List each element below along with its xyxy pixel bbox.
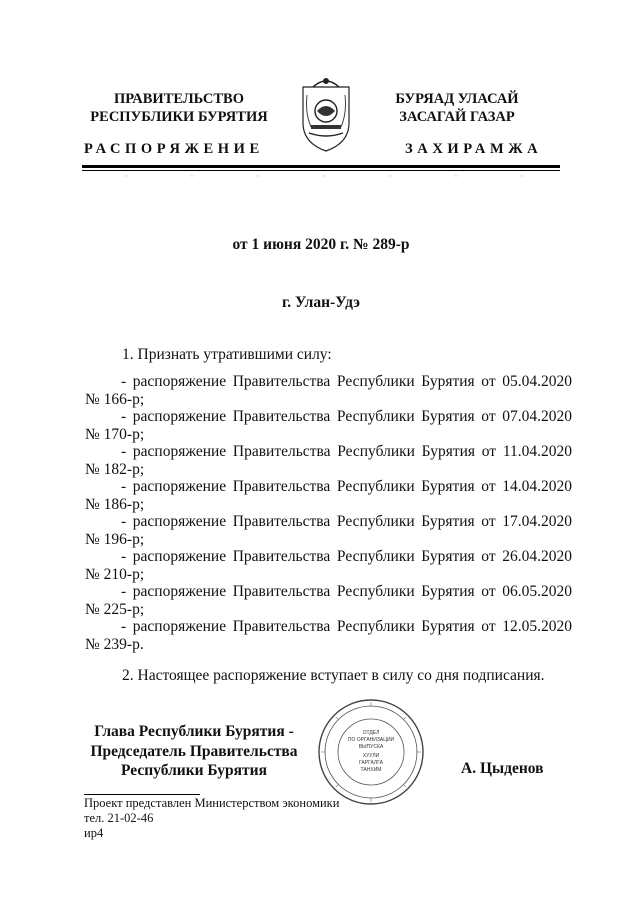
header-right-title (372, 90, 542, 126)
seal-line: ПО ОРГАНИЗАЦИИ (347, 737, 395, 743)
header-right-line-1: БУРЯАД УЛАСАЙ (395, 91, 519, 107)
signatory-title-line-3: Республики Бурятия (121, 762, 267, 779)
doc-type-right: ЗАХИРАМЖА (405, 141, 543, 157)
list-item-line-1: - распоряжение Правительства Республики Бурятия от 06.05.2020 (121, 583, 572, 600)
list-item-line-2: № 196-р; (85, 530, 145, 548)
list-item-line-2: № 166-р; (85, 390, 145, 408)
signatory-title (84, 722, 304, 781)
header-dotted-marks (82, 172, 560, 180)
list-item-line-2: № 210-р; (85, 565, 145, 583)
list-item-line-1: - распоряжение Правительства Республики Бурятия от 07.04.2020 (121, 408, 572, 425)
list-item-line-2: № 186-р; (85, 495, 145, 513)
footer-rule (84, 794, 200, 795)
official-seal (316, 697, 426, 807)
header-right-line-2: ЗАСАГАЙ ГАЗАР (399, 109, 515, 125)
list-item-line-2: № 239-р. (85, 635, 144, 653)
list-item-line-1: - распоряжение Правительства Республики Бурятия от 14.04.2020 (121, 478, 572, 495)
paragraph-2: 2. Настоящее распоряжение вступает в силу со дня подписания. (122, 667, 545, 684)
seal-line: ОТДЕЛ (362, 730, 380, 736)
list-item (85, 513, 572, 548)
list-item (85, 548, 572, 583)
list-item-line-2: № 225-р; (85, 600, 145, 618)
list-item-line-2: № 170-р; (85, 425, 145, 443)
list-item-line-1: - распоряжение Правительства Республики Бурятия от 17.04.2020 (121, 513, 572, 530)
header-rule-thin (82, 170, 560, 171)
signatory-name: А. Цыденов (461, 760, 544, 777)
signatory-title-line-2: Председатель Правительства (90, 742, 298, 760)
list-item (85, 478, 572, 513)
seal-line: ХУУЛИ (362, 753, 380, 759)
header-left-line-2: РЕСПУБЛИКИ БУРЯТИЯ (90, 109, 268, 125)
order-date-number: от 1 июня 2020 г. № 289-р (232, 236, 410, 253)
list-item-line-1: - распоряжение Правительства Республики Бурятия от 11.04.2020 (121, 443, 572, 460)
header-left-title (84, 90, 274, 126)
list-item (85, 618, 572, 653)
header-left-line-1: ПРАВИТЕЛЬСТВО (114, 91, 244, 107)
footer-line-3: ир4 (84, 826, 104, 840)
list-item-line-1: - распоряжение Правительства Республики Бурятия от 12.05.2020 (121, 618, 572, 635)
seal-line: ТАНХИМ (360, 767, 382, 773)
list-item (85, 373, 572, 408)
footer-line-1: Проект представлен Министерством экономики (84, 796, 340, 810)
header-rule-thick (82, 165, 560, 168)
order-city: г. Улан-Удэ (281, 294, 360, 311)
list-item-line-2: № 182-р; (85, 460, 145, 478)
paragraph-1: 1. Признать утратившими силу: (122, 346, 332, 363)
footer-line-2: тел. 21-02-46 (84, 811, 154, 825)
doc-type-left: РАСПОРЯЖЕНИЕ (84, 141, 264, 157)
list-item-line-1: - распоряжение Правительства Республики Бурятия от 26.04.2020 (121, 548, 572, 565)
coat-of-arms-icon (299, 73, 353, 153)
seal-line: ВЫПУСКА (358, 744, 384, 750)
revoked-orders-list (85, 373, 572, 653)
footer-note (84, 796, 339, 841)
list-item (85, 443, 572, 478)
list-item (85, 408, 572, 443)
signatory-title-line-1: Глава Республики Бурятия - (94, 723, 294, 740)
list-item (85, 583, 572, 618)
list-item-line-1: - распоряжение Правительства Республики Бурятия от 05.04.2020 (121, 373, 572, 390)
seal-line: ГАРГАЛГА (359, 760, 383, 766)
